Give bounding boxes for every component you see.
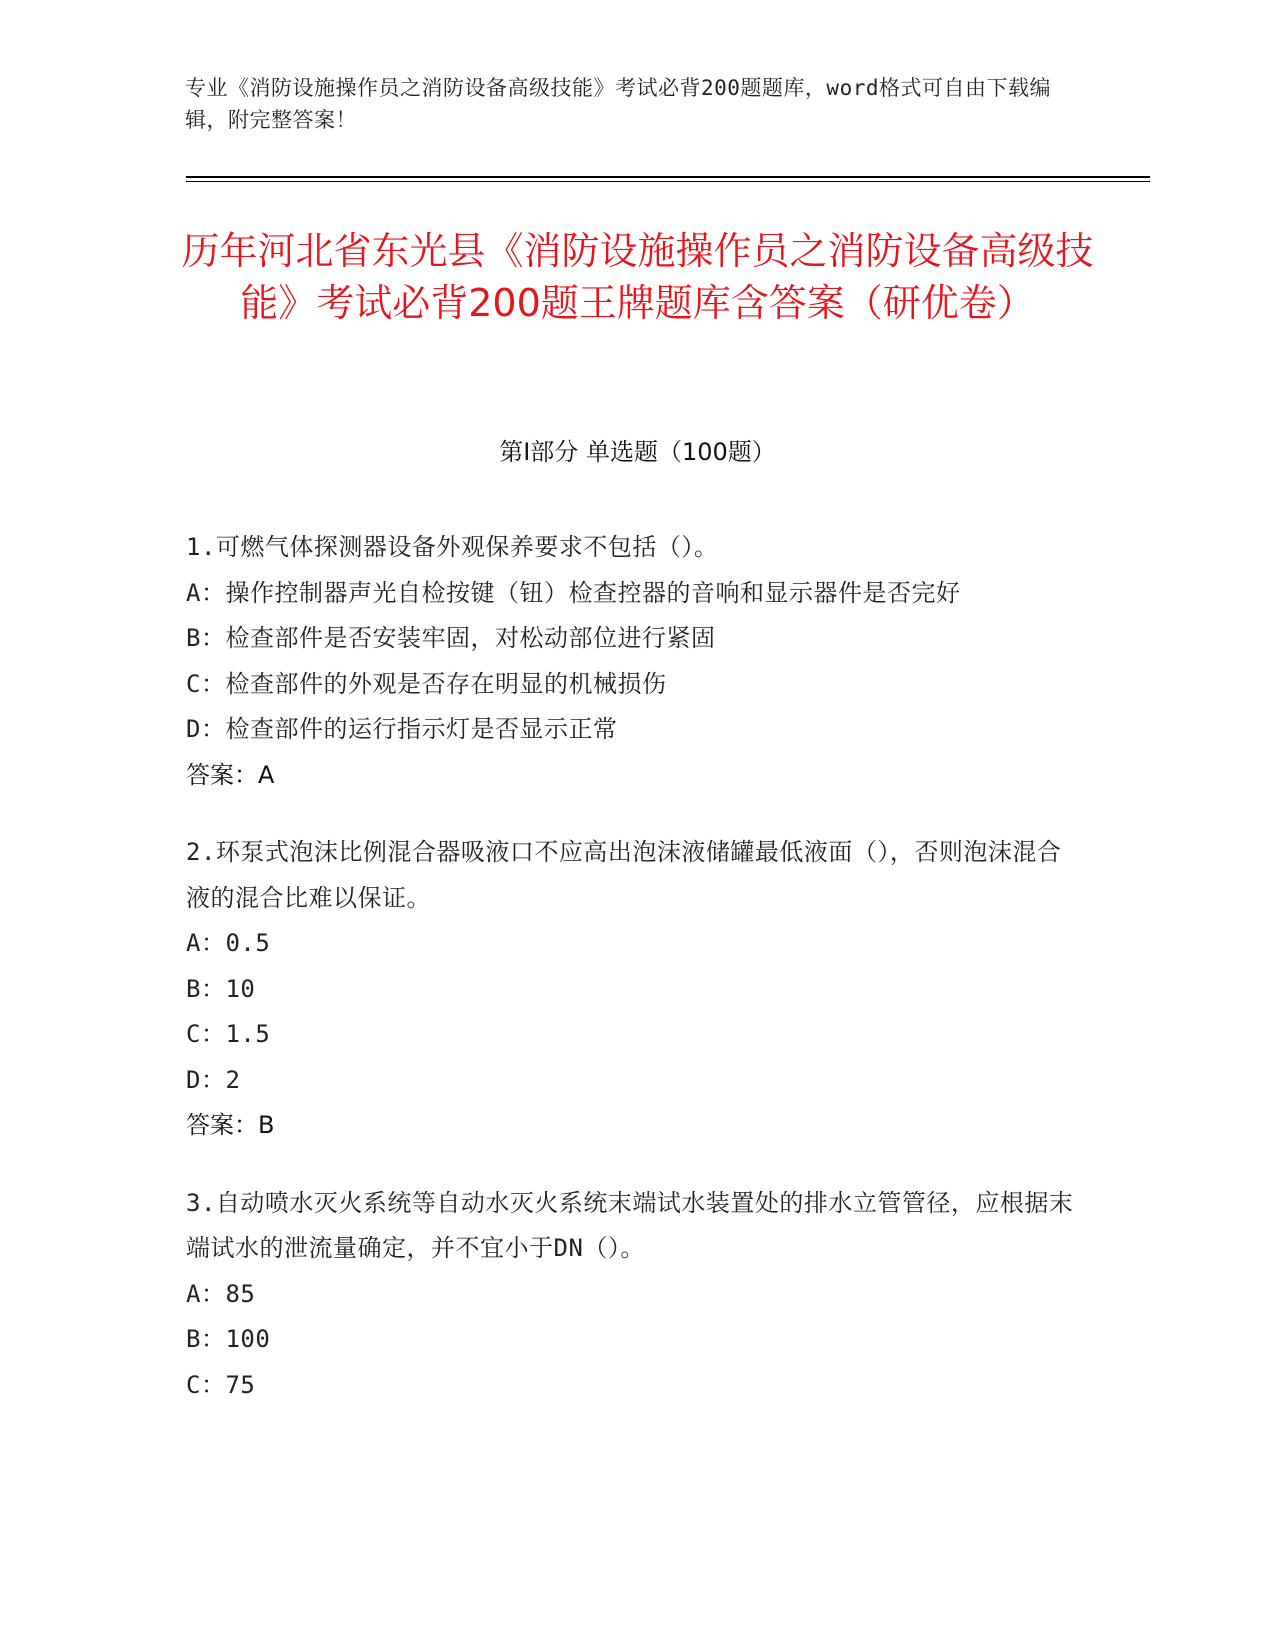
question-stem: 1.可燃气体探测器设备外观保养要求不包括（）。 [186,533,719,561]
question-3 [186,1181,1076,1409]
option-c: C：检查部件的外观是否存在明显的机械损伤 [186,669,667,698]
question-stem: 2.环泵式泡沫比例混合器吸液口不应高出泡沫液储罐最低液面（），否则泡沫混合液的混合比难以保证。 [186,838,1062,912]
option-a: A：0.5 [186,929,271,957]
option-a: A：85 [186,1279,256,1308]
question-2 [186,830,1076,1149]
header-note: 专业《消防设施操作员之消防设备高级技能》考试必背200题题库，word格式可自由下载编辑，附完整答案！ [185,76,1051,132]
option-b: B：100 [186,1325,271,1353]
option-d: D：检查部件的运行指示灯是否显示正常 [186,715,618,743]
option-a: A：操作控制器声光自检按键（钮）检查控器的音响和显示器件是否完好 [186,578,961,607]
document-title: 历年河北省东光县《消防设施操作员之消防设备高级技能》考试必背200题王牌题库含答案（研优卷） [181,229,1094,325]
answer: 答案：A [186,760,275,789]
option-d: D：2 [186,1065,241,1094]
option-c: C：75 [186,1370,256,1399]
header-rule-thick [186,176,1150,178]
question-stem: 3.自动喷水灭火系统等自动水灭火系统末端试水装置处的排水立管管径，应根据末端试水的泄流量确定，并不宜小于DN（）。 [186,1188,1074,1262]
answer: 答案：B [186,1111,275,1139]
section-heading: 第I部分 单选题（100题） [499,438,776,466]
question-1 [186,525,1076,798]
option-b: B：10 [186,974,256,1003]
header-rule-thin [186,181,1150,182]
option-c: C：1.5 [186,1020,271,1048]
question-list [186,525,1076,1440]
option-b: B：检查部件是否安装牢固，对松动部位进行紧固 [186,624,716,652]
